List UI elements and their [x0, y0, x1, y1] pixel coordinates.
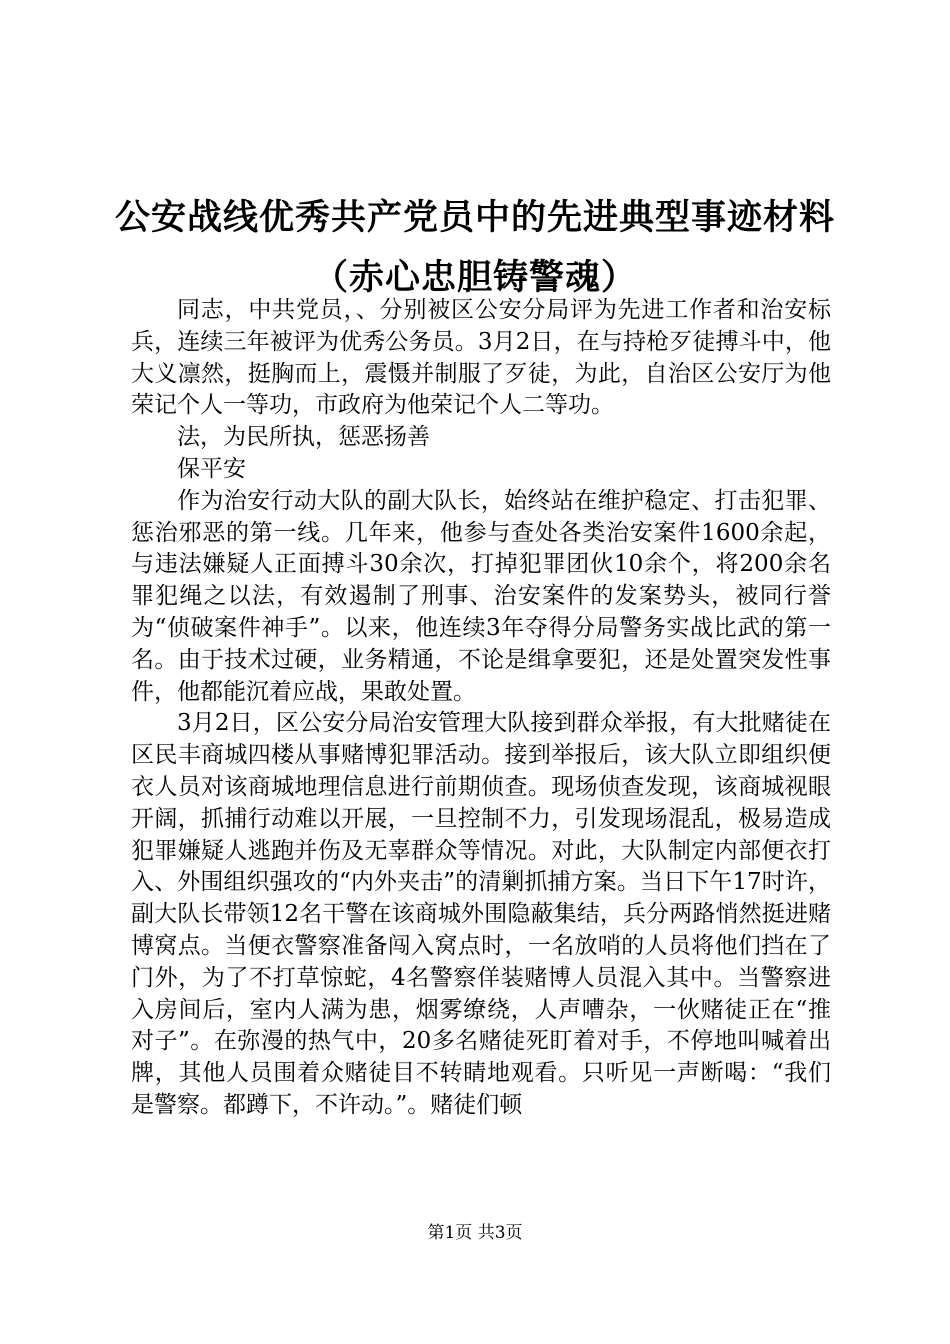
paragraph: 3月2日，区公安分局治安管理大队接到群众举报，有大批赌徒在区民丰商城四楼从事赌博犯罪活动。接到举报后，该大队立即组织便衣人员对该商城地理信息进行前期侦查。现场侦查发现，该商城视眼开阔，抓捕行动难以开展，一旦控制不力，引发现场混乱，极易造成犯罪嫌疑人逃跑并伤及无辜群众等情况。对此，大队制定内部便衣打入、外围组织强攻的“内外夹击”的清剿抓捕方案。当日下午17时许，副大队长带领12名干警在该商城外围隐蔽集结，兵分两路悄然挺进赌博窝点。当便衣警察准备闯入窝点时，一名放哨的人员将他们挡在了门外，为了不打草惊蛇，4名警察佯装赌博人员混入其中。当警察进入房间后，室内人满为患，烟雾缭绕，人声嘈杂，一伙赌徒正在“推对子”。在弥漫的热气中，20多名赌徒死盯着对手，不停地叫喊着出牌，其他人员围着众赌徒目不转睛地观看。只听见一声断喝：“我们是警察。都蹲下，不许动。”。赌徒们顿	[131, 710, 831, 1118]
paragraph: 法，为民所执，惩恶扬善	[177, 424, 430, 451]
document-title: 公安战线优秀共产党员中的先进典型事迹材料	[114, 197, 835, 238]
paragraph: 同志，中共党员，、分别被区公安分局评为先进工作者和治安标兵，连续三年被评为优秀公务员。3月2日，在与持枪歹徒搏斗中，他大义凛然，挺胸而上，震慑并制服了歹徒，为此，自治区公安厅为他荣记个人一等功，市政府为他荣记个人二等功。	[131, 297, 831, 419]
document-body	[131, 295, 831, 1122]
paragraph: 保平安	[177, 455, 246, 482]
page-number-footer: 第1页 共3页	[427, 1223, 523, 1243]
paragraph: 作为治安行动大队的副大队长，始终站在维护稳定、打击犯罪、惩治邪恶的第一线。几年来，他参与查处各类治安案件1600余起，与违法嫌疑人正面搏斗30余次，打掉犯罪团伙10余个，将200余名罪犯绳之以法，有效遏制了刑事、治安案件的发案势头，被同行誉为“侦破案件神手”。以来，他连续3年夺得分局警务实战比武的第一名。由于技术过硬，业务精通，不论是缉拿要犯，还是处置突发性事件，他都能沉着应战，果敢处置。	[131, 487, 831, 705]
document-subtitle: （赤心忠胆铸警魂）	[312, 257, 637, 298]
